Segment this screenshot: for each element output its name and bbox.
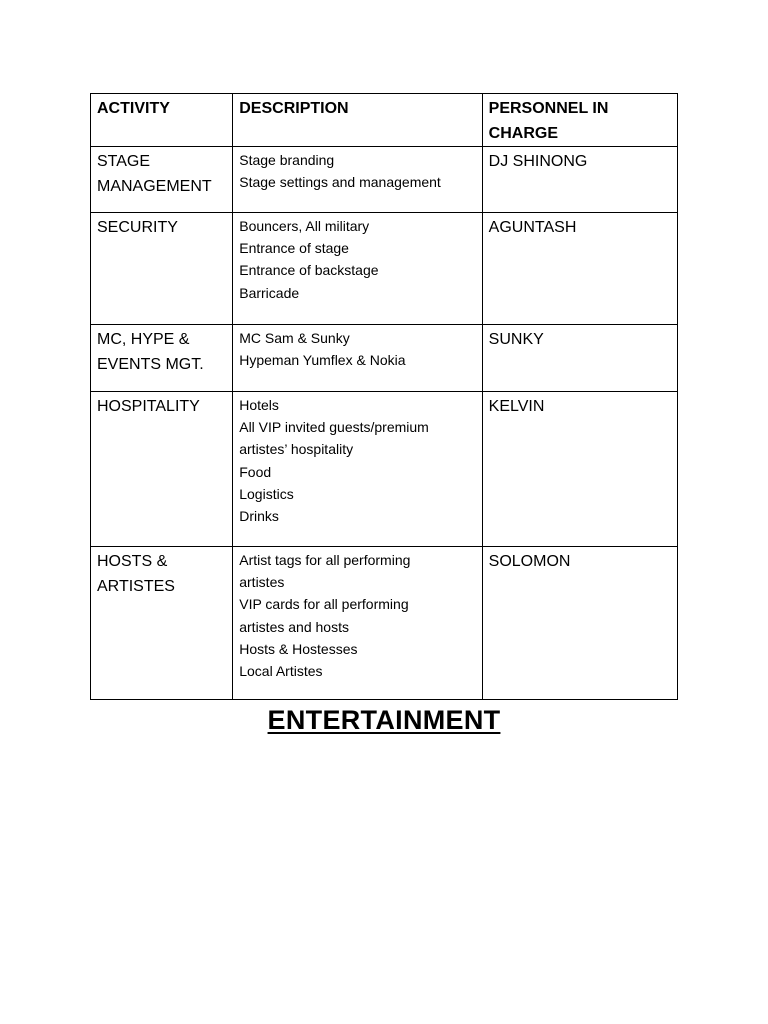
- table-row: [91, 147, 678, 213]
- personnel-cell: SOLOMON: [482, 547, 677, 700]
- activity-cell: MC, HYPE & EVENTS MGT.: [91, 325, 233, 392]
- header-activity: ACTIVITY: [91, 94, 233, 147]
- description-cell: Stage branding Stage settings and management: [233, 147, 482, 213]
- personnel-cell: DJ SHINONG: [482, 147, 677, 213]
- activity-cell: STAGE MANAGEMENT: [91, 147, 233, 213]
- description-cell: Artist tags for all performing artistes VIP cards for all performing artistes and hosts Hosts & Hostesses Local Artistes: [233, 547, 482, 700]
- description-cell: MC Sam & Sunky Hypeman Yumflex & Nokia: [233, 325, 482, 392]
- personnel-cell: KELVIN: [482, 392, 677, 547]
- personnel-cell: AGUNTASH: [482, 213, 677, 325]
- header-personnel: PERSONNEL IN CHARGE: [482, 94, 677, 147]
- description-cell: Bouncers, All military Entrance of stage Entrance of backstage Barricade: [233, 213, 482, 325]
- personnel-cell: SUNKY: [482, 325, 677, 392]
- activity-cell: HOSTS & ARTISTES: [91, 547, 233, 700]
- table-row: [91, 392, 678, 547]
- table-row: [91, 213, 678, 325]
- activity-cell: HOSPITALITY: [91, 392, 233, 547]
- table-row: [91, 547, 678, 700]
- activity-cell: SECURITY: [91, 213, 233, 325]
- table-header-row: [91, 94, 678, 147]
- responsibility-table: [90, 93, 678, 700]
- table-row: [91, 325, 678, 392]
- document-title: ENTERTAINMENT: [267, 705, 501, 735]
- description-cell: Hotels All VIP invited guests/premium artistes’ hospitality Food Logistics Drinks: [233, 392, 482, 547]
- header-description: DESCRIPTION: [233, 94, 482, 147]
